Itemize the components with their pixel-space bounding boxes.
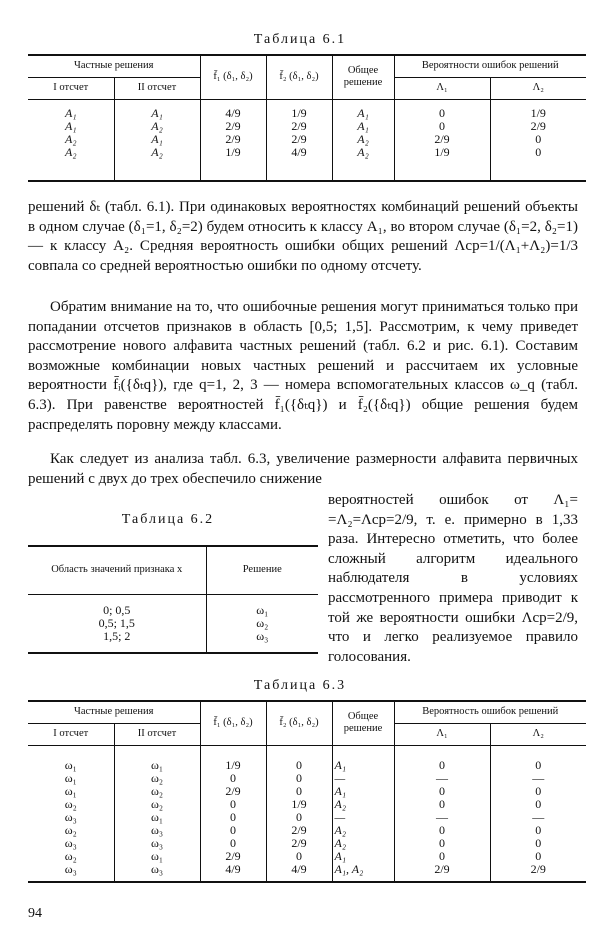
t62-range-header: Область значений признака x: [51, 564, 183, 576]
t62-decision-header: Решение: [206, 546, 318, 594]
t61-l1-header: Λ₁: [394, 77, 490, 99]
t61-partial-header: Частные решения: [28, 55, 200, 77]
t63-errprob-header: Вероятность ошибок решений: [394, 701, 586, 723]
t63-f1-header: f̄₁ (δ₁, δ₂): [200, 701, 266, 745]
paragraph-1: решений δₜ (табл. 6.1). При одинаковых вероятностях комбинаций решений объекты в одном случае (δ₁=1, δ₂=2) будем относить к классу A₁, во втором случае (δ₁=2, δ₂=1) — к классу A₂. Средняя вероятность ошибки общих решений Λср=1/(Λ₁+Λ₂)=1/3 совпала со средней вероятностью ошибки по одному отсчету.: [28, 199, 578, 274]
table-row: A₂ A₂ 1/9 4/9 A₂ 1/9 0: [28, 146, 586, 159]
table-row: A₁ A₁ 4/9 1/9 A₁ 0 1/9: [28, 107, 586, 120]
table-6-3-caption: Таблица 6.3: [253, 678, 347, 693]
table-row: 1,5; 2 ω₃: [28, 630, 318, 643]
table-row: ω₂ ω₁ 2/9 0 A₁ 0 0: [28, 850, 586, 863]
paragraph-2: Обратим внимание на то, что ошибочные решения могут приниматься только при попадании отсчетов признаков в область [0,5; 1,5]. Рассмотрим, к чему приведет рассмотрение нового алфавита частных решений (табл. 6.2 и рис. 6.1). Составим возможные комбинации новых частных решений и рассчитаем их условные вероятности f̄ᵢ({δₜq}), где q=1, 2, 3 — номера вспомогательных классов ω_q (табл. 6.3). При равенстве вероятностей f̄₁({δₜq}) и f̄₂({δₜq}) общие решения будем распределять поровну между классами.: [28, 299, 578, 433]
table-row: ω₁ ω₂ 2/9 0 A₁ 0 0: [28, 785, 586, 798]
table-6-1: [28, 54, 586, 182]
t63-l2-header: Λ₂: [490, 723, 586, 745]
t63-count2-header: II отсчет: [114, 723, 200, 745]
t61-errprob-header: Вероятности ошибок решений: [394, 55, 586, 77]
t63-l1-header: Λ₁: [394, 723, 490, 745]
table-row: A₂ A₁ 2/9 2/9 A₂ 2/9 0: [28, 133, 586, 146]
t61-l2-header: Λ₂: [490, 77, 586, 99]
table-row: ω₁ ω₁ 1/9 0 A₁ 0 0: [28, 759, 586, 772]
table-row: ω₃ ω₃ 0 2/9 A₂ 0 0: [28, 837, 586, 850]
table-row: ω₃ ω₁ 0 0 — — —: [28, 811, 586, 824]
paragraph-3-continuation: вероятностей ошибок от Λ₁= =Λ₂=Λср=2/9, т. е. примерно в 1,33 раза. Интересно отметить, что более сложный алгоритм идеального наблюдателя в условиях рассмотренного примера приводит к той же вероятности ошибки Λср=2/9, что и легко реализуемое правило голосования.: [328, 492, 578, 665]
table-row: 0; 0,5 ω₁: [28, 604, 318, 617]
table-row: A₁ A₂ 2/9 2/9 A₁ 0 2/9: [28, 120, 586, 133]
table-row: ω₂ ω₂ 0 1/9 A₂ 0 0: [28, 798, 586, 811]
table-6-2: [28, 545, 318, 654]
table-6-2-caption: Таблица 6.2: [121, 512, 215, 527]
table-6-1-caption: Таблица 6.1: [253, 32, 347, 47]
table-6-3: [28, 700, 586, 883]
t61-general-header: Общее решение: [332, 55, 394, 99]
t63-count1-header: I отсчет: [53, 728, 89, 739]
table-row: 0,5; 1,5 ω₂: [28, 617, 318, 630]
t63-f2-header: f̄₂ (δ₁, δ₂): [266, 701, 332, 745]
paragraph-3-start: Как следует из анализа табл. 6.3, увеличение размерности алфавита первичных решений с двух до трех обеспечило снижение: [28, 451, 578, 487]
table-row: ω₂ ω₃ 0 2/9 A₂ 0 0: [28, 824, 586, 837]
t63-general-header: Общее решение: [332, 701, 394, 745]
t63-partial-header: Частные решения: [28, 701, 200, 723]
table-row: ω₁ ω₂ 0 0 — — —: [28, 772, 586, 785]
t61-count1-header: I отсчет: [53, 82, 89, 93]
t61-count2-header: II отсчет: [114, 77, 200, 99]
t61-f2-header: f̄₂ (δ₁, δ₂): [266, 55, 332, 99]
t61-f1-header: f̄₁ (δ₁, δ₂): [200, 55, 266, 99]
table-row: ω₃ ω₃ 4/9 4/9 A₁, A₂ 2/9 2/9: [28, 863, 586, 876]
page-number: 94: [28, 906, 42, 921]
